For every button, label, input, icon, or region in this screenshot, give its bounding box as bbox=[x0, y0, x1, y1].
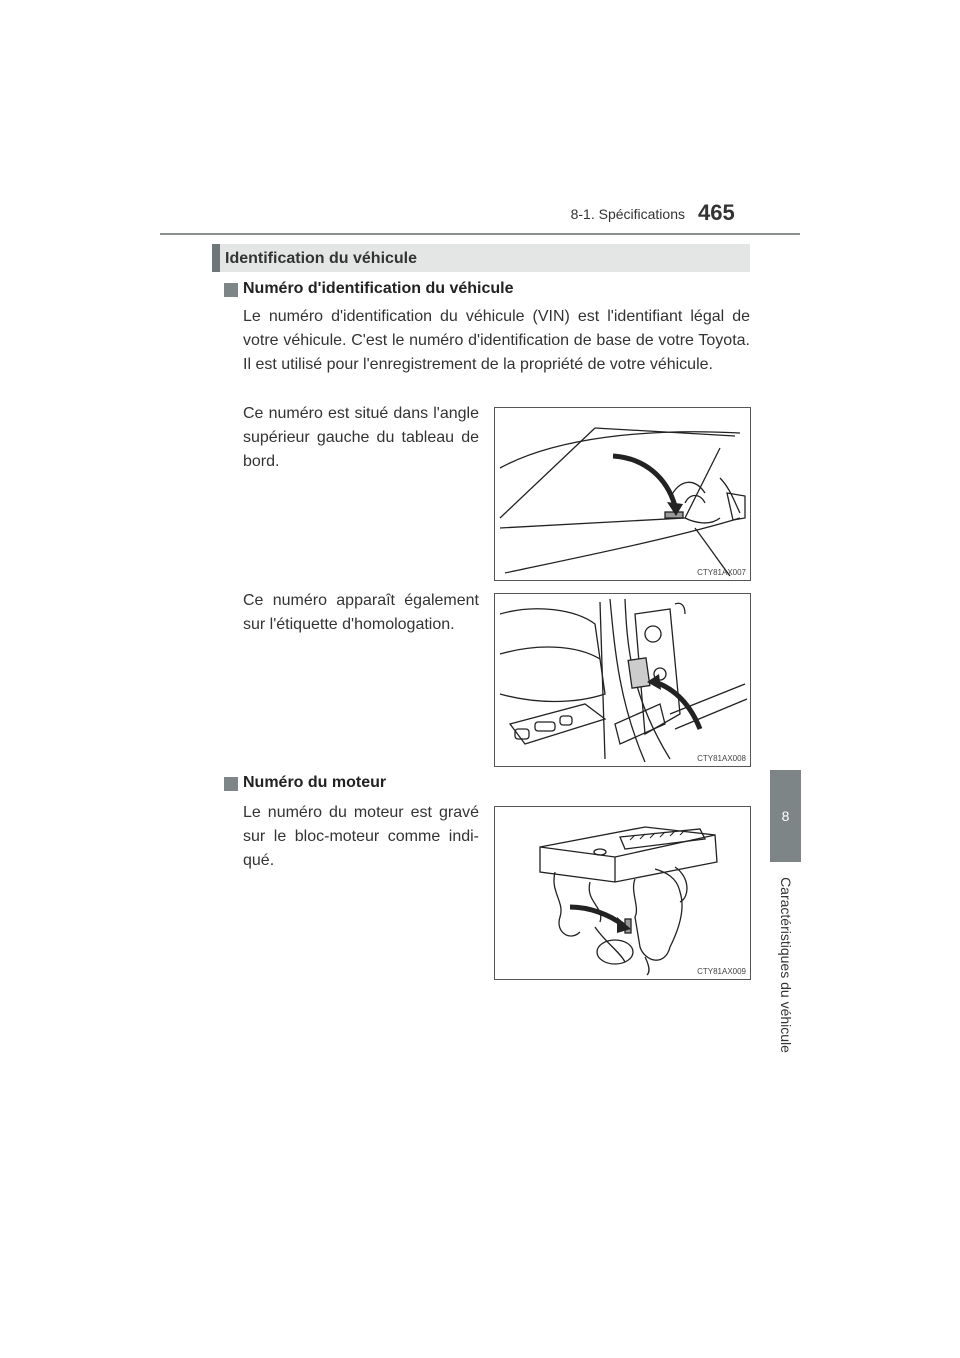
engine-number-text: Le numéro du moteur est gravé sur le bloc-moteur comme indi-qué. bbox=[243, 804, 479, 869]
section-title: Identification du véhicule bbox=[225, 250, 418, 267]
figure-caption: CTY81AX009 bbox=[697, 967, 746, 976]
figure-caption: CTY81AX007 bbox=[697, 568, 746, 577]
chapter-number: 8 bbox=[781, 808, 790, 824]
windshield-illustration bbox=[495, 408, 750, 580]
certification-label-figure bbox=[494, 593, 751, 767]
figure-caption: CTY81AX008 bbox=[697, 754, 746, 763]
page-number: 465 bbox=[698, 200, 735, 225]
square-bullet-icon bbox=[224, 777, 238, 791]
chapter-title: Caractéristiques du véhicule bbox=[778, 877, 794, 1053]
vin-location-text: Ce numéro est situé dans l'angle supérieur gauche du tableau de bord. bbox=[243, 405, 479, 470]
vin-dashboard-figure bbox=[494, 407, 751, 581]
header-divider bbox=[160, 233, 800, 235]
engine-heading: Numéro du moteur bbox=[243, 774, 387, 791]
chapter-side-label bbox=[771, 870, 801, 1060]
header-section-title: 8-1. Spécifications bbox=[570, 206, 685, 222]
vin-heading: Numéro d'identification du véhicule bbox=[243, 280, 514, 297]
engine-illustration bbox=[495, 807, 750, 979]
door-pillar-illustration bbox=[495, 594, 750, 766]
engine-number-figure bbox=[494, 806, 751, 980]
square-bullet-icon bbox=[224, 283, 238, 297]
chapter-tab bbox=[770, 770, 801, 862]
vin-label-text: Ce numéro apparaît également sur l'étiquette d'homologation. bbox=[243, 592, 479, 633]
vin-intro-paragraph: Le numéro d'identification du véhicule (VIN) est l'identifiant légal de votre véhicule. C'est le numéro d'identification de base de votre Toyota. Il est utilisé pour l'enregistrement de la propriété de votre véhicule. bbox=[243, 308, 750, 373]
